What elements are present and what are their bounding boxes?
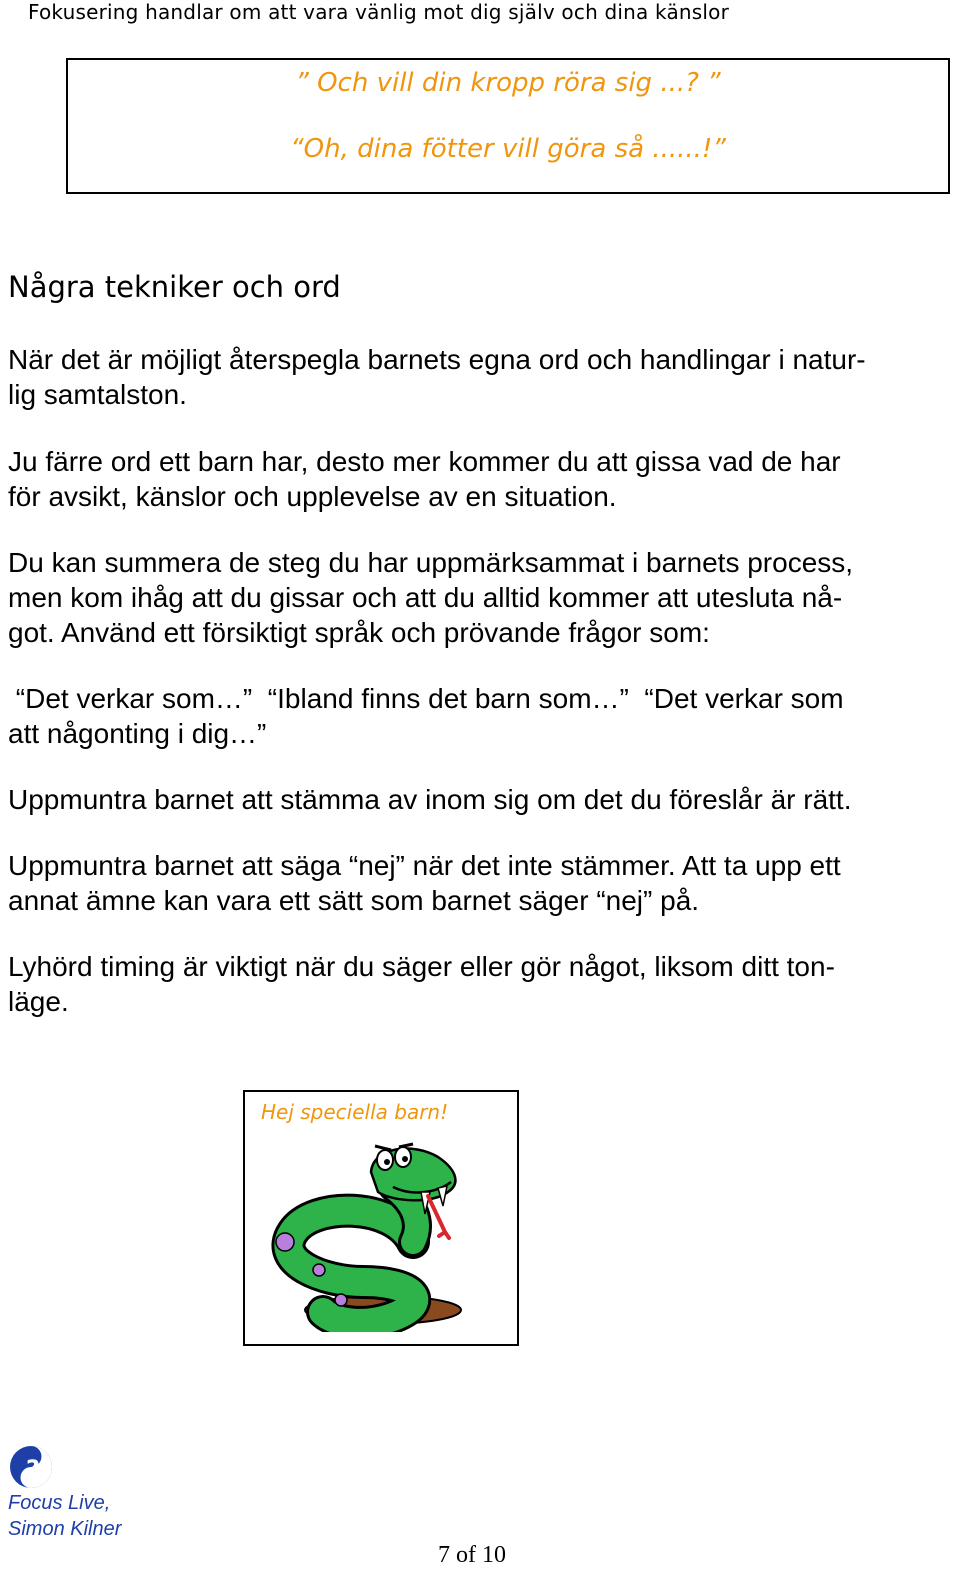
paragraph-line: Du kan summera de steg du har uppmärksammat i barnets process, [8, 547, 854, 578]
illustration-box [243, 1090, 519, 1346]
paragraph-5 [8, 782, 938, 817]
paragraph-line: men kom ihåg att du gissar och att du alltid kommer att utesluta nå- [8, 582, 843, 613]
yin-yang-question-logo-icon [8, 1444, 54, 1490]
paragraph-2 [8, 444, 938, 514]
page-number: 7 of 10 [438, 1542, 506, 1568]
paragraph-4 [8, 681, 938, 751]
paragraph-line: Uppmuntra barnet att stämma av inom sig om det du föreslår är rätt. [8, 784, 852, 815]
paragraph-line: Uppmuntra barnet att säga “nej” när det inte stämmer. Att ta upp ett [8, 850, 841, 881]
paragraph-line: När det är möjligt återspegla barnets egna ord och handlingar i natur- [8, 344, 866, 375]
svg-text:?: ? [26, 1455, 40, 1483]
paragraph-line: att någonting i dig…” [8, 718, 267, 749]
illustration-caption: Hej speciella barn! [261, 1100, 449, 1124]
footer-author-line-2: Simon Kilner [8, 1518, 122, 1540]
quote-line-1: ” Och vill din kropp röra sig ...? ” [295, 68, 721, 98]
quote-box [66, 58, 950, 194]
paragraph-line: läge. [8, 986, 69, 1017]
snake-icon [263, 1132, 503, 1332]
paragraph-7 [8, 949, 938, 1019]
paragraph-line: “Det verkar som…” “Ibland finns det barn som…” “Det verkar som [8, 683, 844, 714]
paragraph-line: lig samtalston. [8, 379, 187, 410]
paragraph-6 [8, 848, 938, 918]
quote-line-2: “Oh, dina fötter vill göra så ......!” [290, 134, 726, 164]
paragraph-line: Ju färre ord ett barn har, desto mer kommer du att gissa vad de har [8, 446, 841, 477]
footer-author-line-1: Focus Live, [8, 1492, 111, 1514]
paragraph-line: got. Använd ett försiktigt språk och prövande frågor som: [8, 617, 710, 648]
paragraph-line: för avsikt, känslor och upplevelse av en situation. [8, 481, 617, 512]
paragraph-1 [8, 342, 938, 412]
paragraph-line: Lyhörd timing är viktigt när du säger eller gör något, liksom ditt ton- [8, 951, 835, 982]
section-heading: Några tekniker och ord [8, 270, 341, 304]
paragraph-line: annat ämne kan vara ett sätt som barnet säger “nej” på. [8, 885, 700, 916]
page-header: Fokusering handlar om att vara vänlig mot dig själv och dina känslor [28, 0, 730, 24]
paragraph-3 [8, 545, 938, 650]
